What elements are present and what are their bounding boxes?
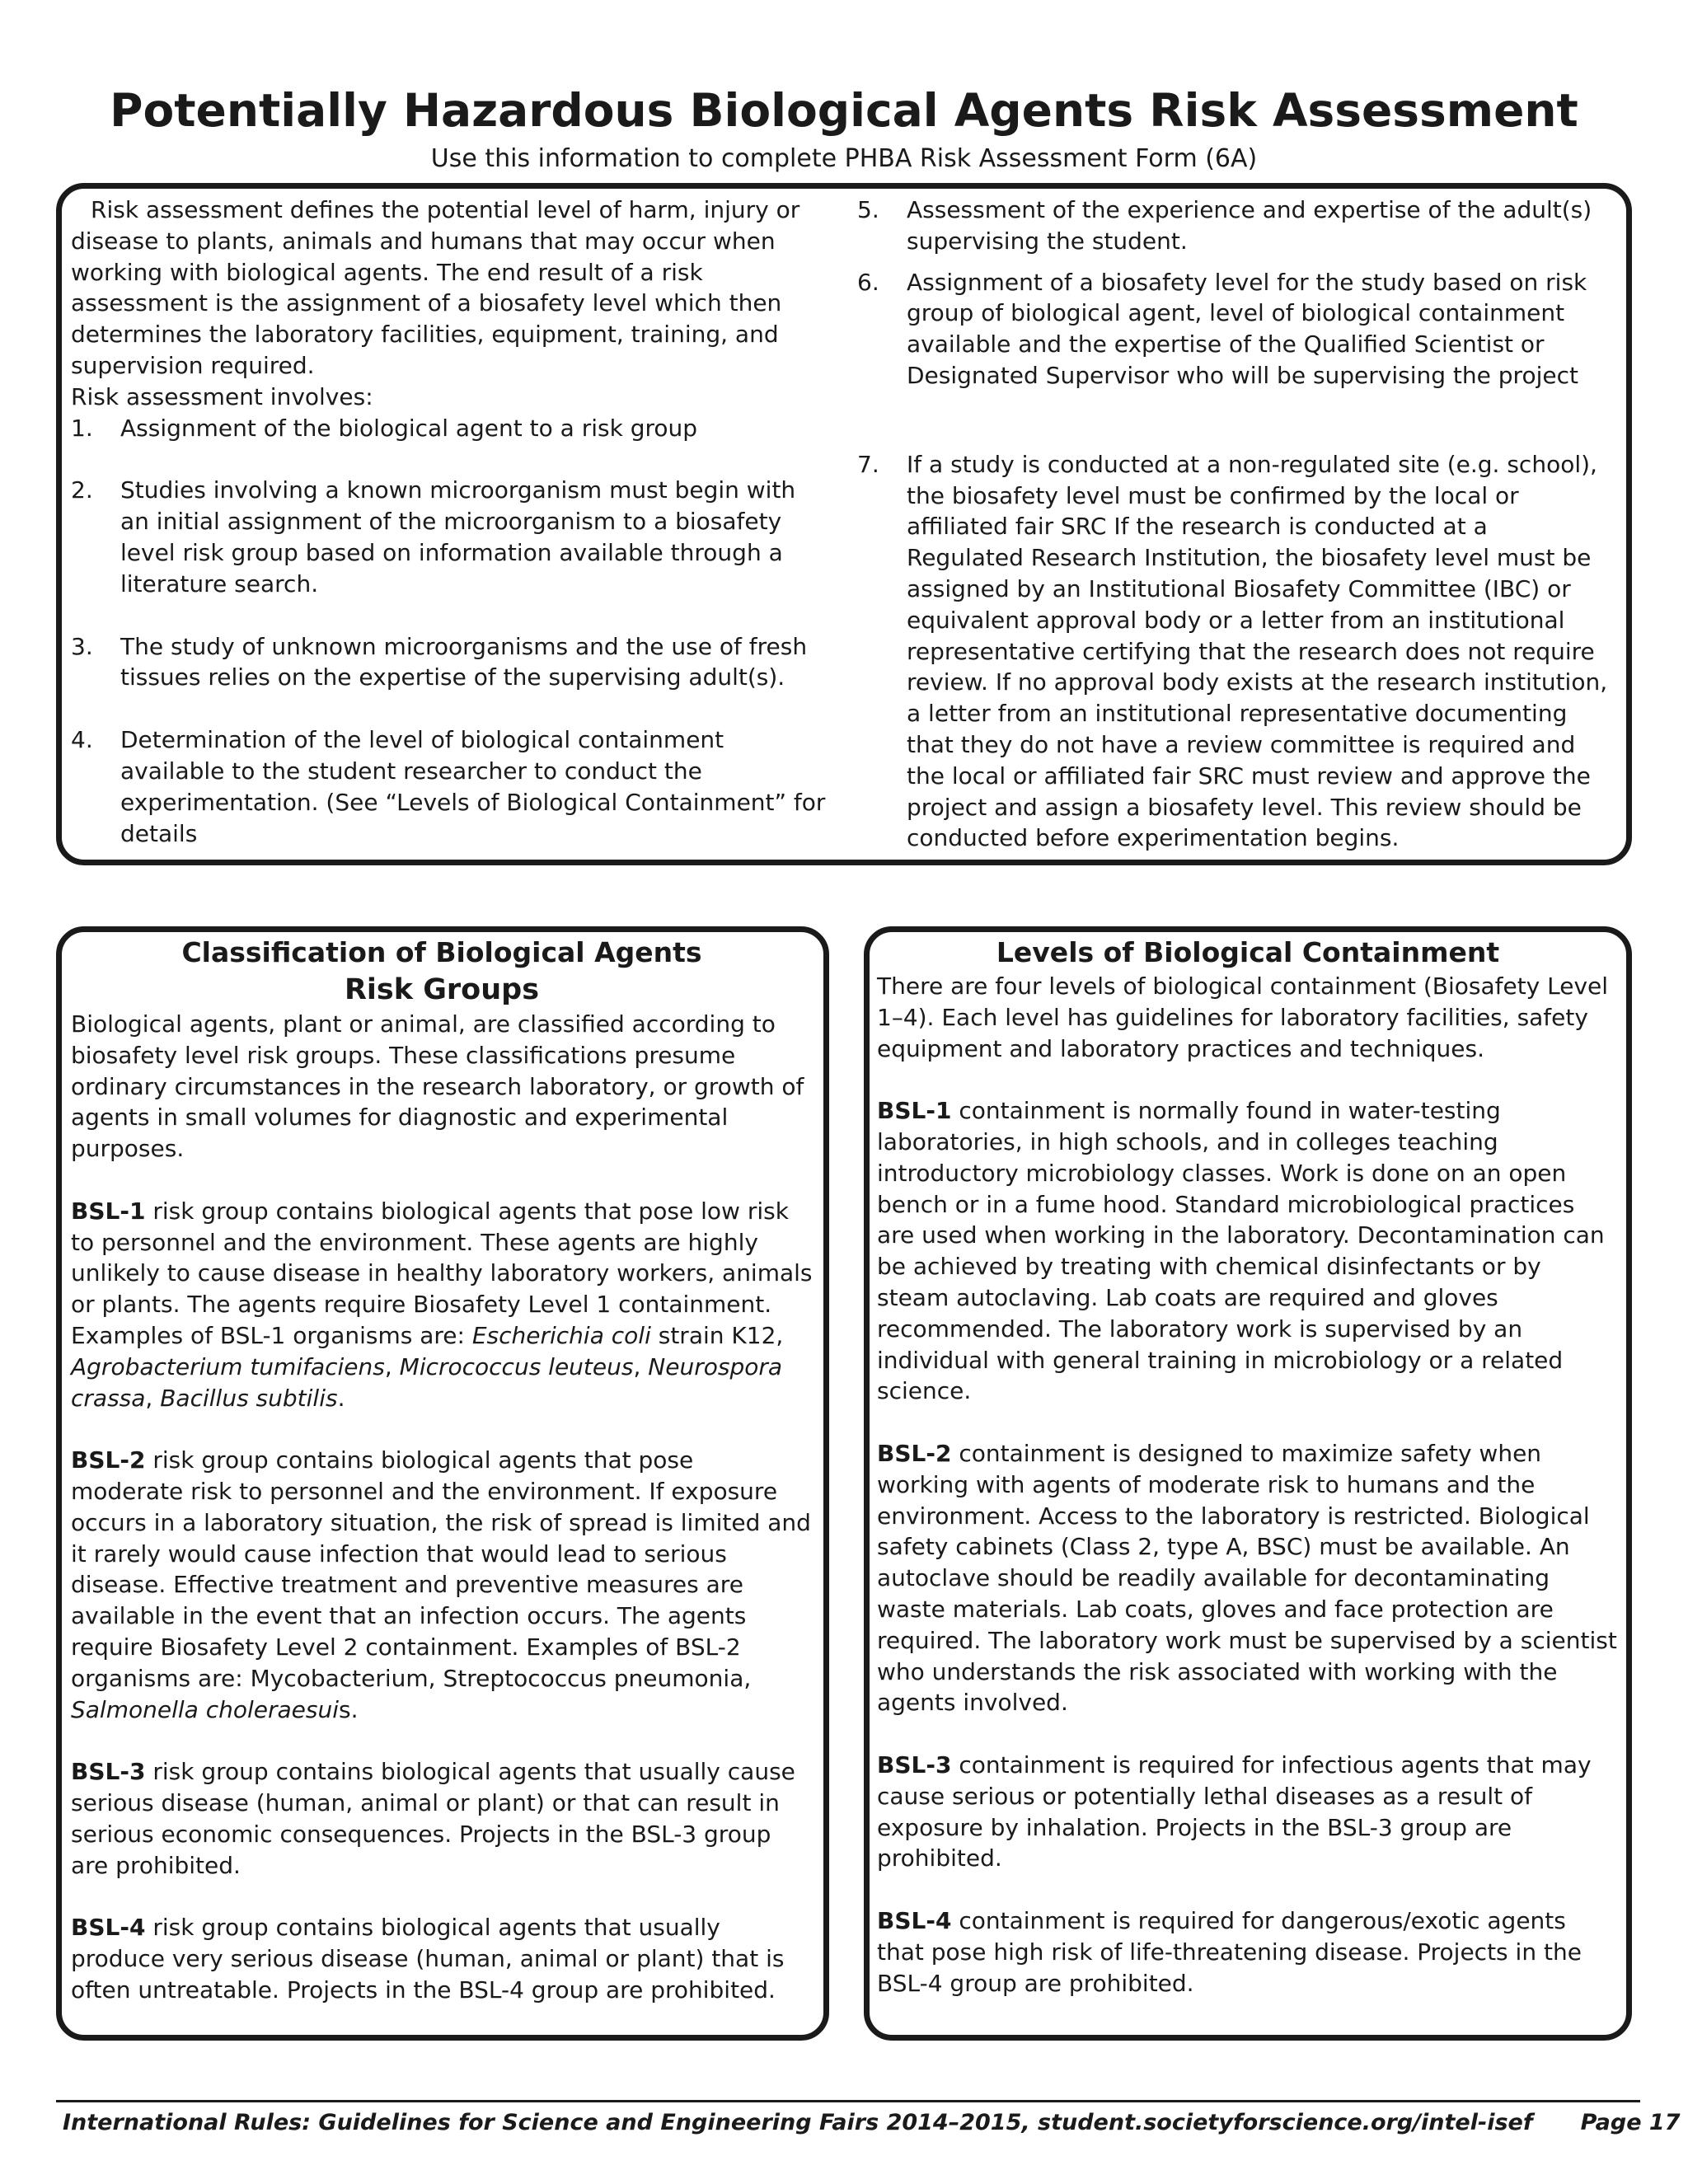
containment-bsl3 [877,1750,1619,1874]
classification-bsl3 [71,1756,813,1881]
risk-assessment-involves: Risk assessment involves: [71,382,373,410]
bsl4-label: BSL-4 [877,1906,952,1934]
bsl1-text: , [384,1352,400,1380]
page-footer [63,2110,1681,2136]
footer-text: International Rules: Guidelines for Science and Engineering Fairs 2014–2015, student.societyforscience.org/intel-isef [63,2110,1533,2135]
list-item-text: Assignment of a biosafety level for the study based on risk group of biological agent, level of biological containment available and the expertise of the Qualified Scientist or Designated Supervisor who will be supervising the project [907,268,1587,389]
organism-name: Neurospora crassa [71,1352,783,1412]
bsl1-text: . [337,1384,345,1412]
list-item-text: Studies involving a known microorganism must begin with an initial assignment of the microorganism to a biosafety level risk group based on information available through a literature search. [120,476,796,598]
organism-name: Salmonella choleraesui [71,1695,339,1723]
list-item-number: 4. [71,726,93,754]
list-item [71,631,829,694]
classification-bsl1 [71,1196,813,1414]
page-subtitle: Use this information to complete PHBA Risk Assessment Form (6A) [430,144,1258,173]
bsl3-text: containment is required for infectious agents that may cause serious or potentially lethal diseases as a result of exposure by inhalation. Projects in the BSL-3 group are prohibited. [877,1750,1592,1872]
containment-bsl4 [877,1905,1619,1999]
page-title: Potentially Hazardous Biological Agents Risk Assessment [110,84,1578,137]
risk-assessment-left-column [71,194,829,849]
containment-bsl1 [877,1095,1619,1407]
list-item-text: Determination of the level of biological containment available to the student researcher to conduct the experimentation. (See “Levels of Biological Containment” for details [120,726,826,847]
list-item [857,449,1611,854]
bsl3-label: BSL-3 [877,1750,952,1779]
bsl2-label: BSL-2 [877,1439,952,1467]
list-item-number: 1. [71,414,93,442]
list-item [857,267,1611,391]
bsl3-text: risk group contains biological agents that usually cause serious disease (human, animal or plant) or that can result in serious economic consequences. Projects in the BSL-3 group are prohibited. [71,1758,795,1879]
organism-name: Escherichia coli [471,1321,651,1349]
classification-subtitle: Risk Groups [344,973,540,1006]
organism-name: Micrococcus leuteus [399,1352,634,1380]
bsl3-label: BSL-3 [71,1758,146,1786]
list-item-number: 2. [71,476,93,504]
containment-title: Levels of Biological Containment [996,936,1500,968]
classification-title: Classification of Biological Agents [181,936,702,968]
list-item-text: Assignment of the biological agent to a risk group [120,414,698,442]
classification-intro: Biological agents, plant or animal, are classified according to biosafety level risk groups. These classifications presume ordinary circumstances in the research laboratory, or growth of agents in small volumes for diagnostic and experimental purposes. [71,1010,804,1163]
classification-bsl4 [71,1912,813,2005]
risk-assessment-intro: Risk assessment defines the potential level of harm, injury or disease to plants, animals and humans that may occur when working with biological agents. The end result of a risk assessment is the assignment of a biosafety level which then determines the laboratory facilities, equipment, training, and supervision required. [71,196,800,379]
organism-name: Agrobacterium tumifaciens [71,1352,385,1380]
risk-assessment-right-column [857,194,1611,854]
organism-name: Bacillus subtilis [160,1384,338,1412]
list-item-number: 6. [857,268,879,296]
bsl2-text: s. [339,1695,359,1723]
containment-intro: There are four levels of biological containment (Biosafety Level 1–4). Each level has guidelines for laboratory facilities, safety equipment and laboratory practices and techniques. [877,972,1609,1062]
footer-divider [56,2100,1640,2102]
containment-panel [877,935,1619,1999]
list-item [71,475,829,599]
bsl2-label: BSL-2 [71,1446,146,1474]
bsl1-text: risk group contains biological agents that pose low risk to personnel and the environment. These agents are highly unlikely to cause disease in healthy laboratory workers, animals or plants. The agents require Biosafety Level 1 containment. Examples of BSL-1 organisms are: [71,1197,813,1349]
classification-bsl2 [71,1445,813,1725]
bsl2-text: risk group contains biological agents that pose moderate risk to personnel and the environment. If exposure occurs in a laboratory situation, the risk of spread is limited and it rarely would cause infection that would lead to serious disease. Effective treatment and preventive measures are available in the event that an infection occurs. The agents require Biosafety Level 2 containment. Examples of BSL-2 organisms are: Mycobacterium, Streptococcus pneumonia, [71,1446,811,1692]
page-number: Page 17 [1580,2110,1681,2135]
bsl4-text: containment is required for dangerous/exotic agents that pose high risk of life-threatening disease. Projects in the BSL-4 group are prohibited. [877,1906,1582,1997]
list-item-number: 3. [71,632,93,660]
bsl4-text: risk group contains biological agents that usually produce very serious disease (human, animal or plant) that is often untreatable. Projects in the BSL-4 group are prohibited. [71,1914,785,2004]
bsl4-label: BSL-4 [71,1914,146,1942]
bsl2-text: containment is designed to maximize safety when working with agents of moderate risk to humans and the environment. Access to the laboratory is restricted. Biological safety cabinets (Class 2, type A, BSC) must be available. An autoclave should be readily available for decontaminating waste materials. Lab coats, gloves and face protection are required. The laboratory work must be supervised by a scientist who understands the risk associated with working with the agents involved. [877,1439,1617,1717]
list-item [71,724,829,849]
bsl1-text: , [145,1384,161,1412]
list-item-number: 7. [857,450,879,478]
list-item [857,194,1611,257]
containment-bsl2 [877,1438,1619,1718]
bsl1-label: BSL-1 [71,1197,146,1225]
bsl1-text: strain K12, [650,1321,784,1349]
list-item-text: The study of unknown microorganisms and the use of fresh tissues relies on the expertise of the supervising adult(s). [120,632,808,691]
list-item-text: If a study is conducted at a non-regulated site (e.g. school), the biosafety level must be confirmed by the local or affiliated fair SRC If the research is conducted at a Regulated Research Institution, the biosafety level must be assigned by an Institutional Biosafety Committee (IBC) or equivalent approval body or a letter from an institutional representative certifying that the research does not require review. If no approval body exists at the research institution, a letter from an institutional representative documenting that they do not have a review committee is required and the local or affiliated fair SRC must review and approve the project and assign a biosafety level. This review should be conducted before experimentation begins. [907,450,1608,852]
bsl1-label: BSL-1 [877,1097,952,1125]
bsl1-text: containment is normally found in water-testing laboratories, in high schools, and in colleges teaching introductory microbiology classes. Work is done on an open bench or in a fume hood. Standard microbiological practices are used when working in the laboratory. Decontamination can be achieved by treating with chemical disinfectants or by steam autoclaving. Lab coats are required and gloves recommended. The laboratory work is supervised by an individual with general training in microbiology or a related science. [877,1097,1605,1405]
list-item-number: 5. [857,196,879,223]
classification-panel [71,935,813,2006]
list-item [71,413,829,444]
list-item-text: Assessment of the experience and expertise of the adult(s) supervising the student. [907,196,1592,255]
bsl1-text: , [633,1352,649,1380]
